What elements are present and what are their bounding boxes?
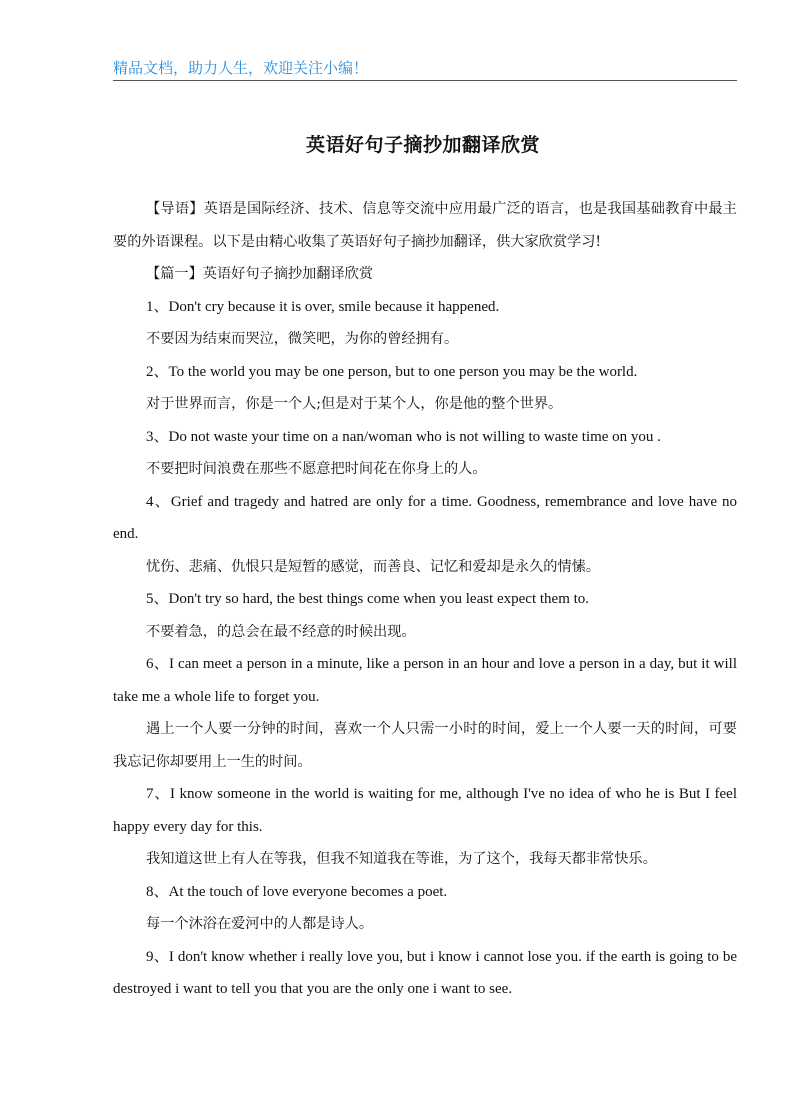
sentence-1-en: 1、Don't cry because it is over, smile because it happened. (146, 298, 500, 315)
page-header: 精品文档，助力人生，欢迎关注小编！ (113, 58, 737, 81)
sentence-3-zh: 不要把时间浪费在那些不愿意把时间花在你身上的人。 (146, 461, 487, 477)
sentence-3-en: 3、Do not waste your time on a nan/woman who is not willing to waste time on you . (146, 428, 661, 445)
sentence-4-zh: 忧伤、悲痛、仇恨只是短暂的感觉，而善良、记忆和爱却是永久的情愫。 (146, 558, 601, 575)
sentence-4-en: 4、Grief and tragedy and hatred are only for a time. Goodness, remembrance and love have no end. (113, 493, 737, 542)
sentence-6-zh: 遇上一个人要一分钟的时间，喜欢一个人只需一小时的时间，爱上一个人要一天的时间，可要我忘记你却要用上一生的时间。 (113, 721, 737, 770)
section-heading: 【篇一】英语好句子摘抄加翻译欣赏 (146, 266, 374, 282)
document-title: 英语好句子摘抄加翻译欣赏 (305, 134, 540, 156)
sentence-7-zh: 我知道这世上有人在等我，但我不知道我在等谁，为了这个，我每天都非常快乐。 (146, 851, 657, 867)
sentence-8-zh: 每一个沐浴在爱河中的人都是诗人。 (146, 916, 374, 932)
sentence-5-zh: 不要着急，的总会在最不经意的时候出现。 (146, 623, 416, 640)
intro-paragraph: 【导语】英语是国际经济、技术、信息等交流中应用最广泛的语言，也是我国基础教育中最主要的外语课程。以下是由精心收集了英语好句子摘抄加翻译，供大家欣赏学习! (113, 201, 737, 250)
sentence-1-zh: 不要因为结束而哭泣，微笑吧，为你的曾经拥有。 (146, 331, 459, 347)
sentence-6-en: 6、I can meet a person in a minute, like a person in an hour and love a person in a day, but it will take me a whole life to forget you. (113, 656, 737, 705)
sentence-2-zh: 对于世界而言，你是一个人;但是对于某个人，你是他的整个世界。 (146, 396, 563, 412)
sentence-2-en: 2、To the world you may be one person, but to one person you may be the world. (146, 363, 638, 380)
sentence-5-en: 5、Don't try so hard, the best things come when you least expect them to. (146, 591, 590, 607)
sentence-7-en: 7、I know someone in the world is waiting for me, although I've no idea of who he is But I feel happy every day for this. (113, 786, 737, 835)
sentence-9-en: 9、I don't know whether i really love you, but i know i cannot lose you. if the earth is going to be destroyed i want to tell you that you are the only one i want to see. (113, 948, 737, 997)
sentence-8-en: 8、At the touch of love everyone becomes a poet. (146, 883, 448, 900)
document-body (113, 193, 737, 1006)
